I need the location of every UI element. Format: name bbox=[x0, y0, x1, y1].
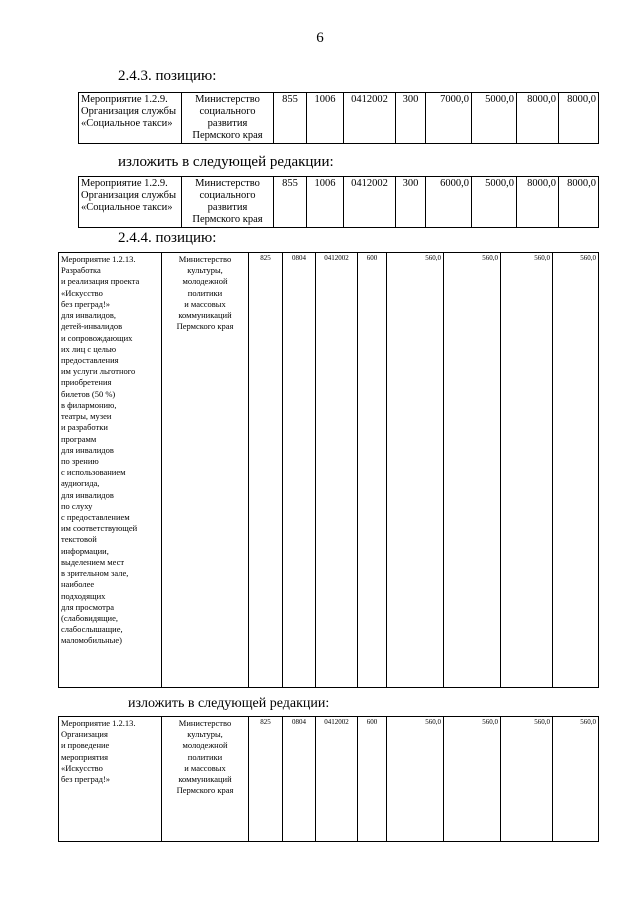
code-3: 0412002 bbox=[316, 717, 358, 842]
value-4: 8000,0 bbox=[559, 93, 599, 144]
activity-name: Мероприятие 1.2.9. Организация службы «Социальное такси» bbox=[79, 93, 182, 144]
code-1: 825 bbox=[249, 717, 283, 842]
table-row bbox=[79, 93, 599, 144]
table-2-4-3-old bbox=[78, 92, 599, 144]
table-2-4-3-new bbox=[78, 176, 599, 228]
activity-name: Мероприятие 1.2.9. Организация службы «Социальное такси» bbox=[79, 177, 182, 228]
code-1: 855 bbox=[274, 93, 307, 144]
code-3: 0412002 bbox=[344, 177, 396, 228]
value-2: 560,0 bbox=[444, 717, 501, 842]
code-1: 825 bbox=[249, 253, 283, 688]
value-4: 8000,0 bbox=[559, 177, 599, 228]
value-1: 7000,0 bbox=[426, 93, 472, 144]
table-row bbox=[79, 177, 599, 228]
heading-new-edition-2: изложить в следующей редакции: bbox=[128, 696, 330, 711]
code-4: 600 bbox=[358, 253, 387, 688]
code-4: 300 bbox=[396, 177, 426, 228]
value-2: 5000,0 bbox=[472, 93, 517, 144]
value-3: 560,0 bbox=[501, 253, 553, 688]
code-4: 300 bbox=[396, 93, 426, 144]
table-row bbox=[59, 717, 599, 842]
code-2: 0804 bbox=[283, 717, 316, 842]
activity-name: Мероприятие 1.2.13. Разработка и реализация проекта «Искусство без преград!» для инвалидов, детей-инвалидов и сопровождающих их лиц с целью предоставления им услуги льготного приобретения билетов (50 %) в филармонию, театры, музеи и разработки программ для инвалидов по зрению с использованием аудиогида, для инвалидов по слуху с предоставлением им соответствующей текстовой информации, выделением мест в зрительном зале, наиболее подходящих для просмотра (слабовидящие, слабослышащие, маломобильные) bbox=[59, 253, 162, 688]
table-2-4-4-old bbox=[58, 252, 599, 688]
code-2: 1006 bbox=[307, 177, 344, 228]
value-3: 8000,0 bbox=[517, 93, 559, 144]
heading-2-4-3: 2.4.3. позицию: bbox=[118, 68, 217, 84]
department: Министерство культуры, молодежной политики и массовых коммуникаций Пермского края bbox=[162, 253, 249, 688]
department: Министерство социального развития Пермского края bbox=[182, 177, 274, 228]
value-3: 560,0 bbox=[501, 717, 553, 842]
department: Министерство социального развития Пермского края bbox=[182, 93, 274, 144]
value-1: 560,0 bbox=[387, 717, 444, 842]
value-2: 5000,0 bbox=[472, 177, 517, 228]
code-3: 0412002 bbox=[316, 253, 358, 688]
value-1: 560,0 bbox=[387, 253, 444, 688]
table-2-4-4-new bbox=[58, 716, 599, 842]
heading-2-4-4: 2.4.4. позицию: bbox=[118, 230, 217, 246]
value-4: 560,0 bbox=[553, 717, 599, 842]
heading-new-edition-1: изложить в следующей редакции: bbox=[118, 154, 334, 170]
page-number: 6 bbox=[316, 30, 324, 46]
department: Министерство культуры, молодежной политики и массовых коммуникаций Пермского края bbox=[162, 717, 249, 842]
code-2: 1006 bbox=[307, 93, 344, 144]
code-3: 0412002 bbox=[344, 93, 396, 144]
table-row bbox=[59, 253, 599, 688]
value-2: 560,0 bbox=[444, 253, 501, 688]
activity-name: Мероприятие 1.2.13. Организация и проведение мероприятия «Искусство без преград!» bbox=[59, 717, 162, 842]
value-1: 6000,0 bbox=[426, 177, 472, 228]
value-3: 8000,0 bbox=[517, 177, 559, 228]
code-4: 600 bbox=[358, 717, 387, 842]
value-4: 560,0 bbox=[553, 253, 599, 688]
code-1: 855 bbox=[274, 177, 307, 228]
code-2: 0804 bbox=[283, 253, 316, 688]
